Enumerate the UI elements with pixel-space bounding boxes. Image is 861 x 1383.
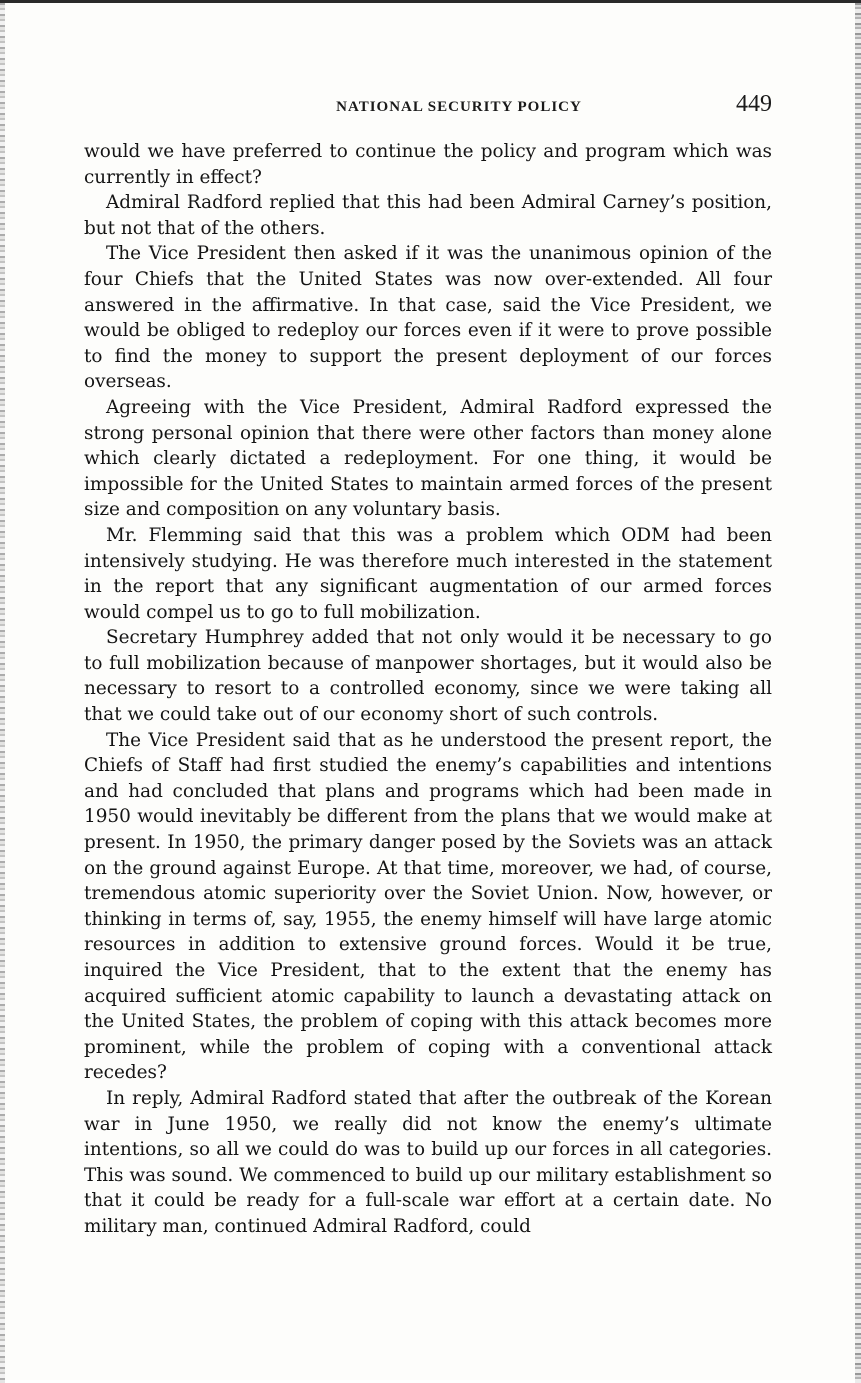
paragraph: Mr. Flemming said that this was a problem which ODM had been intensively studying. He was therefore much interested in the statement in the report that any significant augmentation of our armed forces would compel us to go to full mobilization. (84, 524, 772, 623)
paragraph: would we have preferred to continue the policy and program which was currently in effect? (84, 141, 772, 188)
page-edge-right (855, 3, 861, 1383)
paragraph: Admiral Radford replied that this had been Admiral Carney’s position, but not that of the others. (84, 192, 772, 239)
running-header (86, 89, 772, 129)
paragraph: The Vice President then asked if it was the unanimous opinion of the four Chiefs that the United States was now over-extended. All four answered in the affirmative. In that case, said the Vice President, we would be obliged to redeploy our forces even if it were to prove possible to find the money to support the present deployment of our forces overseas. (84, 243, 772, 393)
paragraph: Secretary Humphrey added that not only would it be necessary to go to full mobilization because of manpower shortages, but it would also be necessary to resort to a controlled economy, since we were taking all that we could take out of our economy short of such controls. (84, 627, 772, 726)
paragraph: In reply, Admiral Radford stated that after the outbreak of the Korean war in June 1950, we really did not know the enemy’s ultimate intentions, so all we could do was to build up our forces in all categories. This was sound. We commenced to build up our military establishment so that it could be ready for a full-scale war effort at a certain date. No military man, continued Admiral Radford, could (84, 1087, 772, 1237)
page-number: 449 (736, 91, 772, 117)
body-text (84, 139, 772, 1240)
paragraph: Agreeing with the Vice President, Admiral Radford expressed the strong personal opinion that there were other factors than money alone which clearly dictated a redeployment. For one thing, it would be impossible for the United States to maintain armed forces of the present size and composition on any voluntary basis. (84, 396, 772, 521)
running-title: NATIONAL SECURITY POLICY (336, 99, 582, 115)
paragraph: The Vice President said that as he understood the present report, the Chiefs of Staff had first studied the enemy’s capabilities and intentions and had concluded that plans and programs which had been made in 1950 would inevitably be different from the plans that we would make at present. In 1950, the primary danger posed by the Soviets was an attack on the ground against Europe. At that time, moreover, we had, of course, tremendous atomic superiority over the Soviet Union. Now, however, or thinking in terms of, say, 1955, the enemy himself will have large atomic resources in addition to extensive ground forces. Would it be true, inquired the Vice President, that to the extent that the enemy has acquired sufficient atomic capability to launch a devastating attack on the United States, the problem of coping with this attack becomes more prominent, while the problem of coping with a conventional attack recedes? (84, 729, 772, 1084)
page-edge-left (0, 3, 5, 1383)
